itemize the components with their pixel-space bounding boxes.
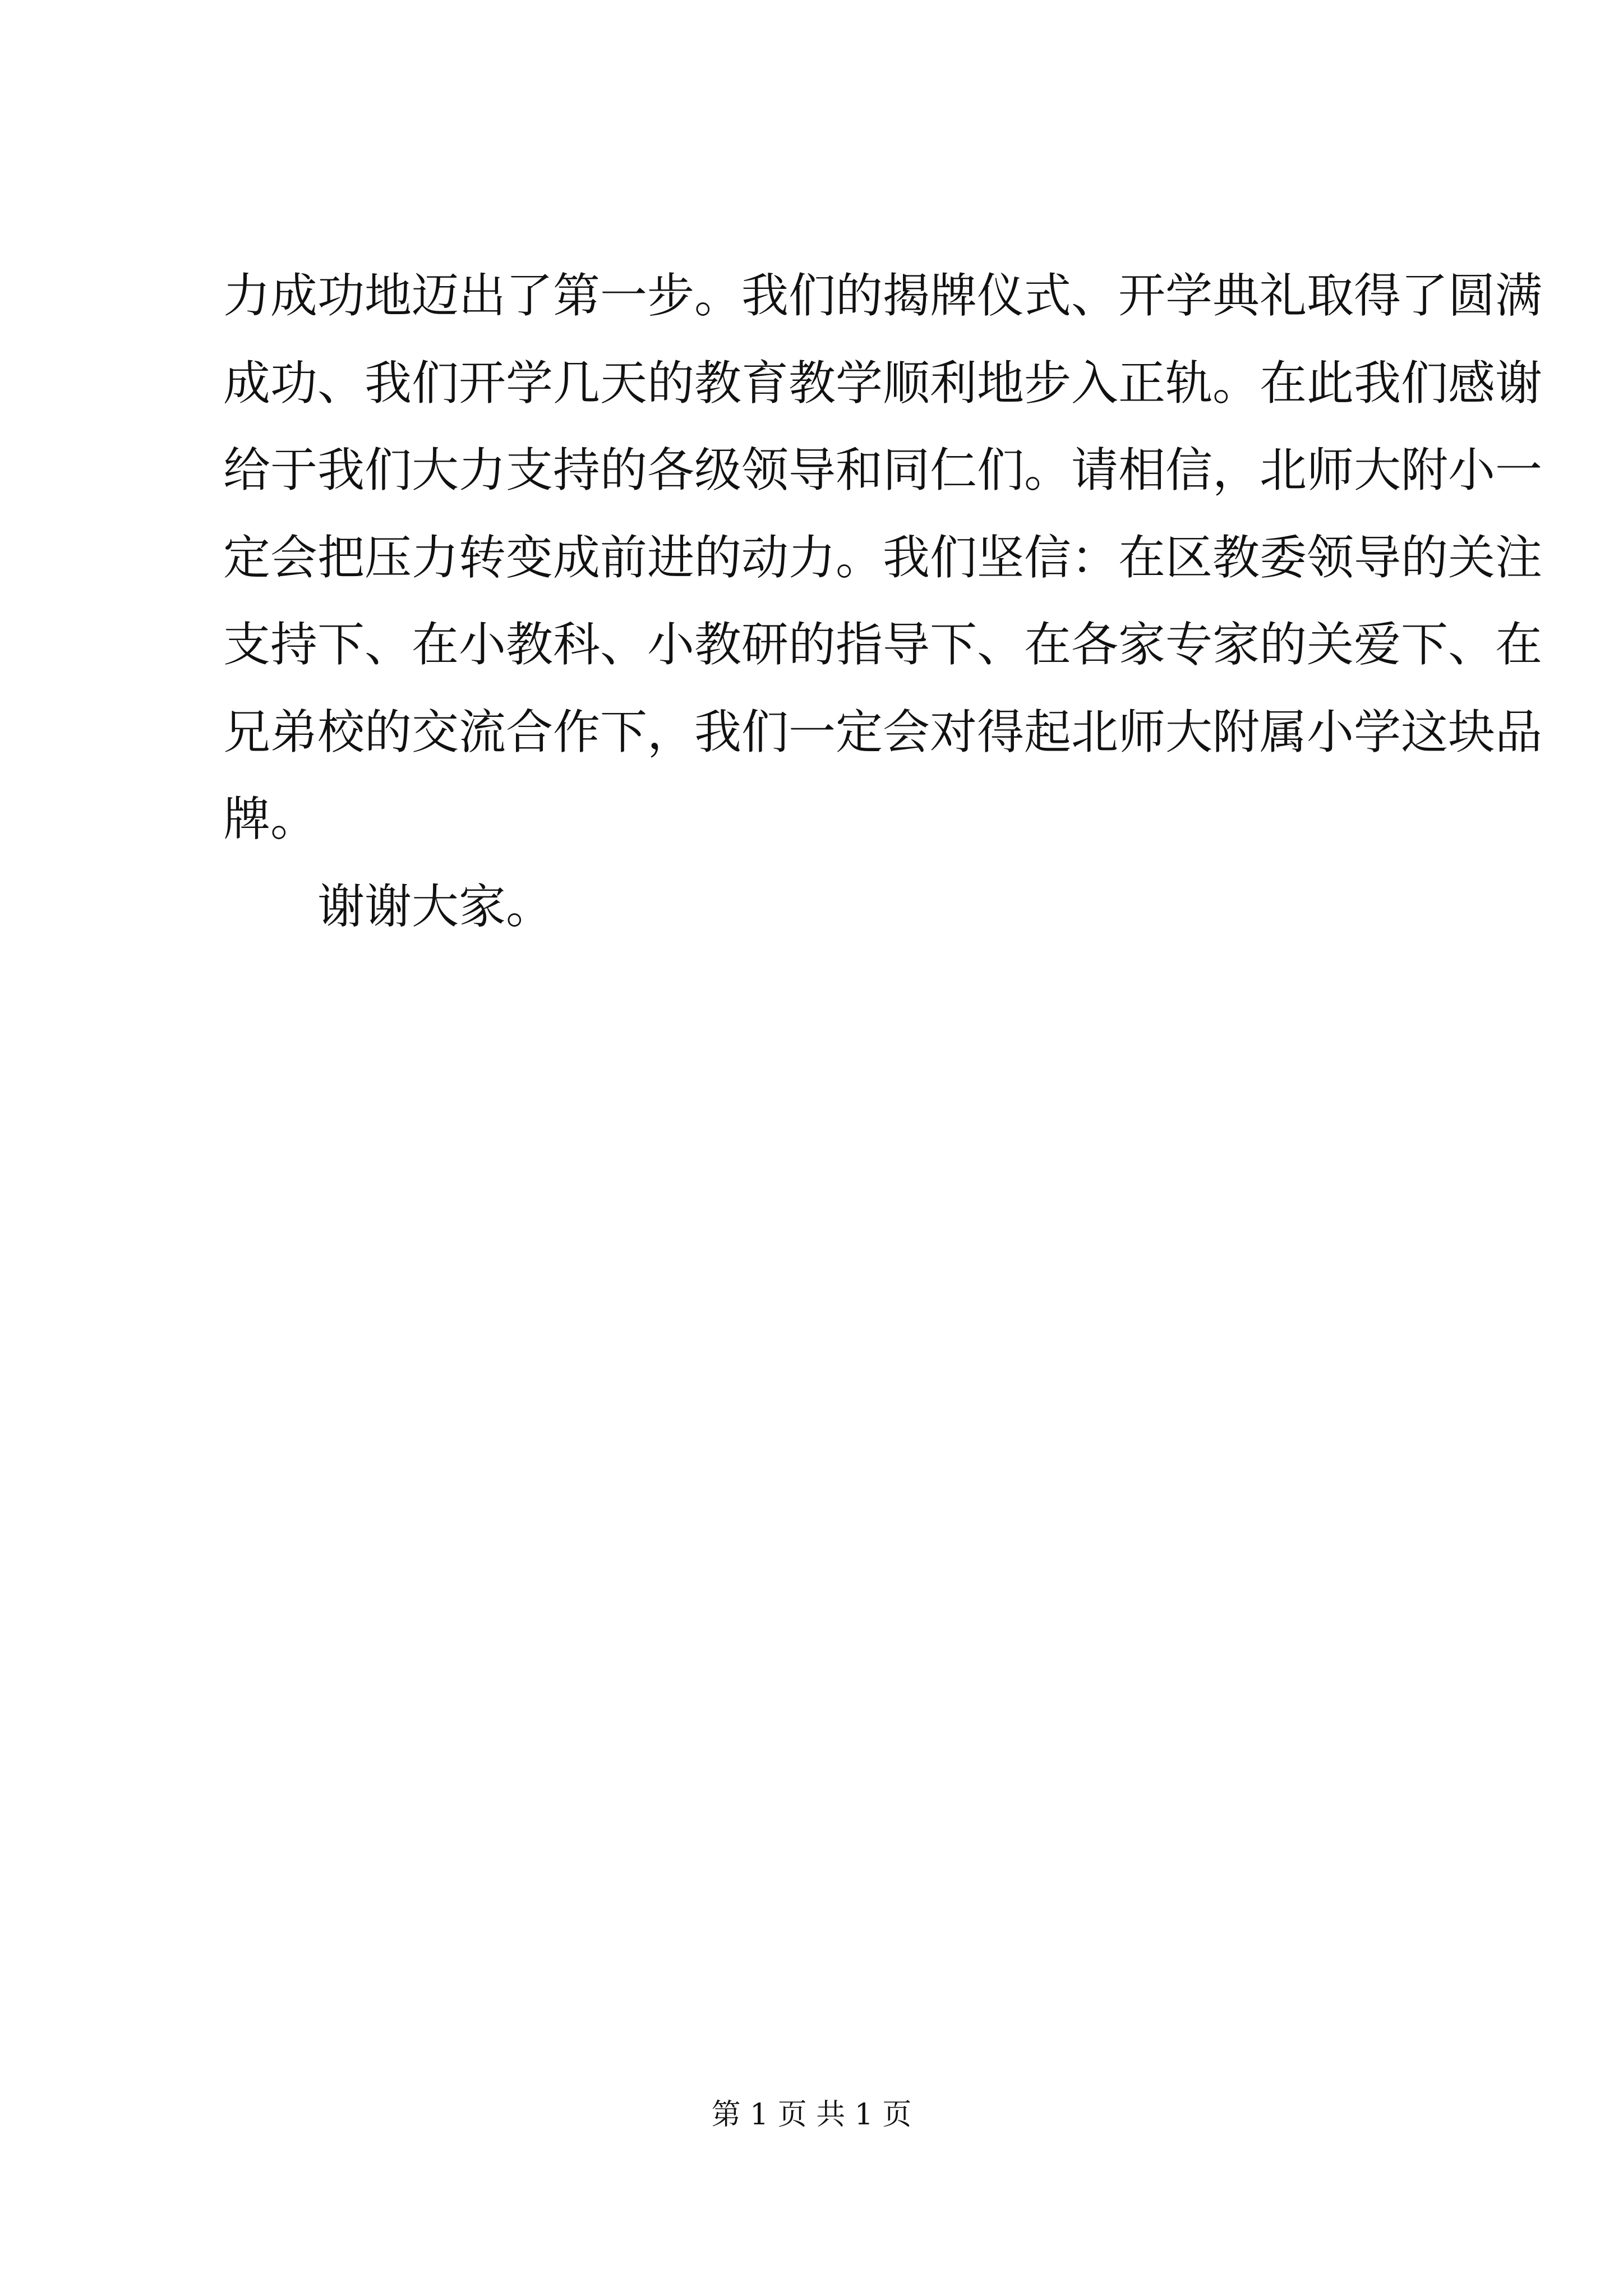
- paragraph-line: 兄弟校的交流合作下，我们一定会对得起北师大附属小学这块品: [223, 704, 1543, 760]
- paragraph-line: 支持下、在小教科、小教研的指导下、在各家专家的关爱下、在: [223, 617, 1543, 672]
- closing-remark: 谢谢大家。: [317, 878, 554, 934]
- paragraph-line: 给于我们大力支持的各级领导和同仁们。请相信，北师大附小一: [223, 443, 1543, 498]
- paragraph-line: 力成功地迈出了第一步。我们的揭牌仪式、开学典礼取得了圆满: [223, 268, 1543, 323]
- page-number-label: 第 1 页 共 1 页: [711, 2098, 912, 2132]
- paragraph-line: 定会把压力转变成前进的动力。我们坚信：在区教委领导的关注: [223, 530, 1543, 585]
- paragraph-line: 成功、我们开学几天的教育教学顺利地步入正轨。在此我们感谢: [223, 355, 1543, 411]
- page-footer: [0, 2095, 1623, 2134]
- paragraph-line: 牌。: [223, 792, 318, 846]
- body-paragraph: [223, 252, 1543, 950]
